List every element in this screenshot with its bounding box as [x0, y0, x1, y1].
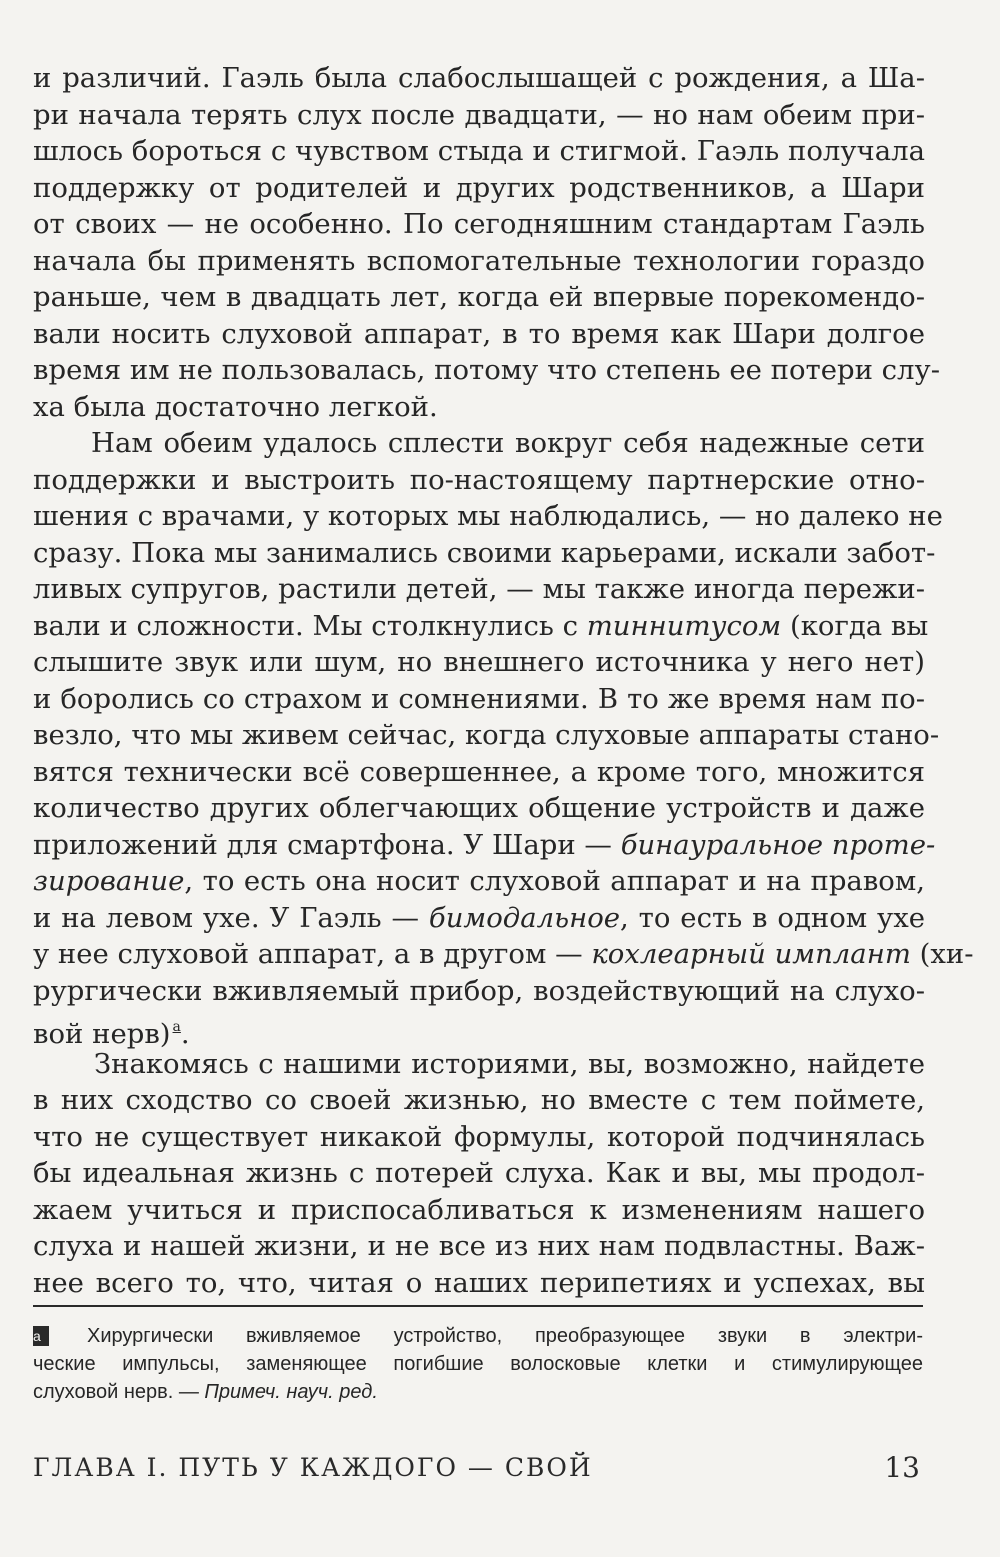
text-line: от своих — не особенно. По сегодняшним стандартам Гаэль: [33, 208, 925, 240]
italic-term: кохлеарный имплант: [591, 938, 911, 970]
footnote-text: слуховой нерв. —: [33, 1381, 199, 1403]
text-line: шлось бороться с чувством стыда и стигмой. Гаэль получала: [33, 135, 925, 167]
footnote-line: [33, 1322, 923, 1350]
text-line: шения с врачами, у которых мы наблюдались, — но далеко не: [33, 500, 943, 532]
text-line: Знакомясь с нашими историями, вы, возможно, найдете: [94, 1047, 925, 1080]
text-line: [33, 936, 974, 973]
text-segment: и на левом ухе. У Гаэль —: [33, 901, 420, 934]
text-segment: у нее слуховой аппарат, а в другом —: [33, 938, 583, 970]
running-head: ГЛАВА I. ПУТЬ У КАЖДОГО — СВОЙ: [33, 1453, 593, 1482]
text-line: количество других облегчающих общение устройств и даже: [33, 792, 925, 824]
italic-term: тиннитусом: [586, 609, 782, 642]
text-segment: .: [180, 1018, 190, 1050]
text-line: слуха и нашей жизни, и не все из них нам подвластны. Важ-: [33, 1230, 925, 1262]
footnote: [33, 1322, 923, 1406]
text-line: ливых супругов, растили детей, — мы также иногда пережи-: [33, 573, 925, 605]
footnote-line: ческие импульсы, заменяющее погибшие волосковые клетки и стимулирующее: [33, 1353, 923, 1375]
text-line: [33, 900, 925, 937]
text-line: бы идеальная жизнь с потерей слуха. Как и вы, мы продол-: [33, 1157, 925, 1189]
text-line: [33, 863, 925, 900]
text-line: вятся технически всё совершеннее, а кроме того, множится: [33, 755, 925, 788]
text-segment: (когда вы: [789, 609, 929, 642]
text-line: поддержку от родителей и других родственников, а Шари: [33, 171, 925, 204]
text-line: Нам обеим удалось сплести вокруг себя надежные сети: [91, 427, 925, 459]
text-line: что не существует никакой формулы, которой подчинялась: [33, 1120, 925, 1153]
page-number: 13: [884, 1451, 920, 1484]
main-text: [33, 60, 974, 1301]
italic-term: зирование: [33, 865, 185, 897]
text-line: и различий. Гаэль была слабослышащей с рождения, а Ша-: [33, 62, 925, 94]
footnote-line: [33, 1378, 923, 1406]
text-line: начала бы применять вспомогательные технологии гораздо: [33, 244, 925, 277]
text-line: нее всего то, что, читая о наших перипетиях и успехах, вы: [33, 1266, 925, 1299]
footnote-marker: a: [33, 1326, 49, 1346]
text-line: [33, 608, 929, 645]
text-segment: вали и сложности. Мы столкнулись с: [33, 609, 578, 642]
text-segment: , то есть в одном ухе: [620, 901, 926, 934]
footnote-credit: Примеч. науч. ред.: [204, 1381, 378, 1403]
footnote-divider: [33, 1305, 923, 1307]
text-line: раньше, чем в двадцать лет, когда ей впервые порекомендо-: [33, 281, 925, 313]
text-line: рургически вживляемый прибор, воздействующий на слухо-: [33, 974, 925, 1007]
text-line: и боролись со страхом и сомнениями. В то же время нам по-: [33, 682, 925, 715]
text-line: [33, 827, 936, 864]
italic-term: бимодальное: [428, 901, 621, 934]
text-line: [33, 1009, 925, 1050]
text-line: везло, что мы живем сейчас, когда слуховые аппараты стано-: [33, 719, 940, 751]
text-segment: (хи-: [919, 938, 974, 970]
text-line: ри начала терять слух после двадцати, — но нам обеим при-: [33, 98, 925, 131]
text-line: сразу. Пока мы занимались своими карьерами, искали забот-: [33, 536, 936, 569]
footnote-text: Хирургически вживляемое устройство, преобразующее звуки в электри-: [87, 1325, 923, 1347]
text-line: слышите звук или шум, но внешнего источника у него нет): [33, 646, 925, 678]
text-segment: , то есть она носит слуховой аппарат и на правом,: [184, 865, 925, 897]
footnote-reference[interactable]: а: [172, 1019, 181, 1035]
text-line: жаем учиться и приспосабливаться к изменениям нашего: [33, 1193, 925, 1226]
italic-term: бинауральное проте-: [620, 828, 936, 861]
text-line: вали носить слуховой аппарат, в то время как Шари долгое: [33, 317, 925, 350]
text-line: время им не пользовалась, потому что степень ее потери слу-: [33, 354, 941, 386]
text-line: ха была достаточно легкой.: [33, 390, 438, 423]
text-segment: приложений для смартфона. У Шари —: [33, 828, 612, 861]
text-line: поддержки и выстроить по-настоящему партнерские отно-: [33, 463, 925, 496]
text-segment: вой нерв): [33, 1018, 171, 1050]
text-line: в них сходство со своей жизнью, но вместе с тем поймете,: [33, 1084, 925, 1116]
